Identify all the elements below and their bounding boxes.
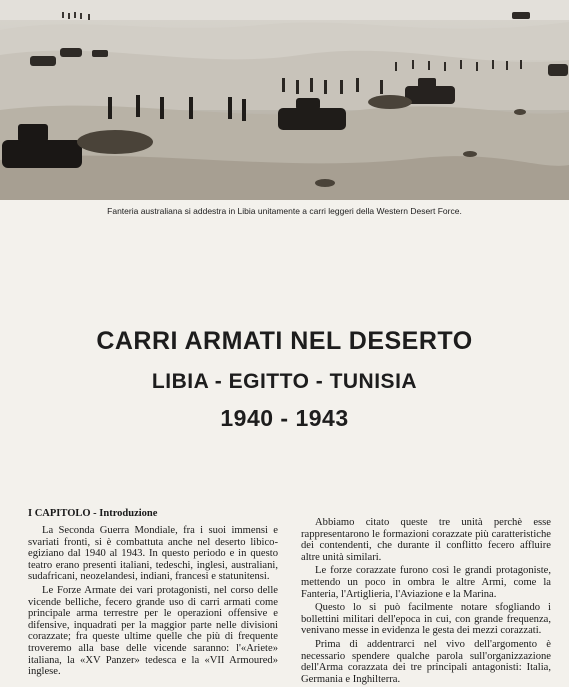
main-title: CARRI ARMATI NEL DESERTO <box>96 327 473 355</box>
paragraph: Questo lo si può facilmente notare sfogliando i bollettini militari dell'epoca in cui, con grande frequenza, venivano messe in evidenza le gesta dei mezzi corazzati. <box>301 602 551 637</box>
paragraph: Le Forze Armate dei vari protagonisti, nel corso delle vicende belliche, fecero grande uso di carri armati come principale arma terrestre per le operazioni offensive e difensive, inquadrati per la maggior parte nelle divisioni corazzate; fra queste ultime quelle che più di frequente troveremo alla base delle vicende saranno: l'«Ariete» italiana, la «XV Panzer» tedesca e la «VII Armoured» inglese. <box>28 584 278 678</box>
chapter-heading: I CAPITOLO - Introduzione <box>28 508 158 519</box>
subtitle-years: 1940 - 1943 <box>220 405 349 431</box>
paragraph: La Seconda Guerra Mondiale, fra i suoi immensi e svariati fronti, si è combattuta anche nel deserto libico-egiziano dal 1940 al 1943. In questo periodo e in questo teatro erano presenti italiani, tedeschi, inglesi, australiani, sudafricani, neozelandesi, indiani, francesi e statunitensi. <box>28 525 278 583</box>
desert-photo <box>0 0 569 200</box>
paragraph: Le forze corazzate furono così le grandi protagoniste, mettendo un poco in ombra le altre Armi, come la Fanteria, l'Artiglieria, l'Aviazione e la Marina. <box>301 565 551 600</box>
paragraph: Abbiamo citato queste tre unità perchè esse rappresentarono le formazioni corazzate più caratteristiche dei contendenti, che durante il conflitto fecero affluire altre unità similari. <box>301 517 551 563</box>
paragraph: Prima di addentrarci nel vivo dell'argomento è necessario spendere qualche parola sull'organizzazione dell'Arma corazzata dei tre principali antagonisti: Italia, Germania e Inghilterra. <box>301 638 551 685</box>
subtitle-countries: LIBIA - EGITTO - TUNISIA <box>151 370 418 393</box>
photo-caption: Fanteria australiana si addestra in Libia unitamente a carri leggeri della Western Desert Force. <box>107 206 462 216</box>
desert-scene <box>0 0 569 200</box>
right-column <box>301 517 551 687</box>
left-column <box>28 525 278 680</box>
